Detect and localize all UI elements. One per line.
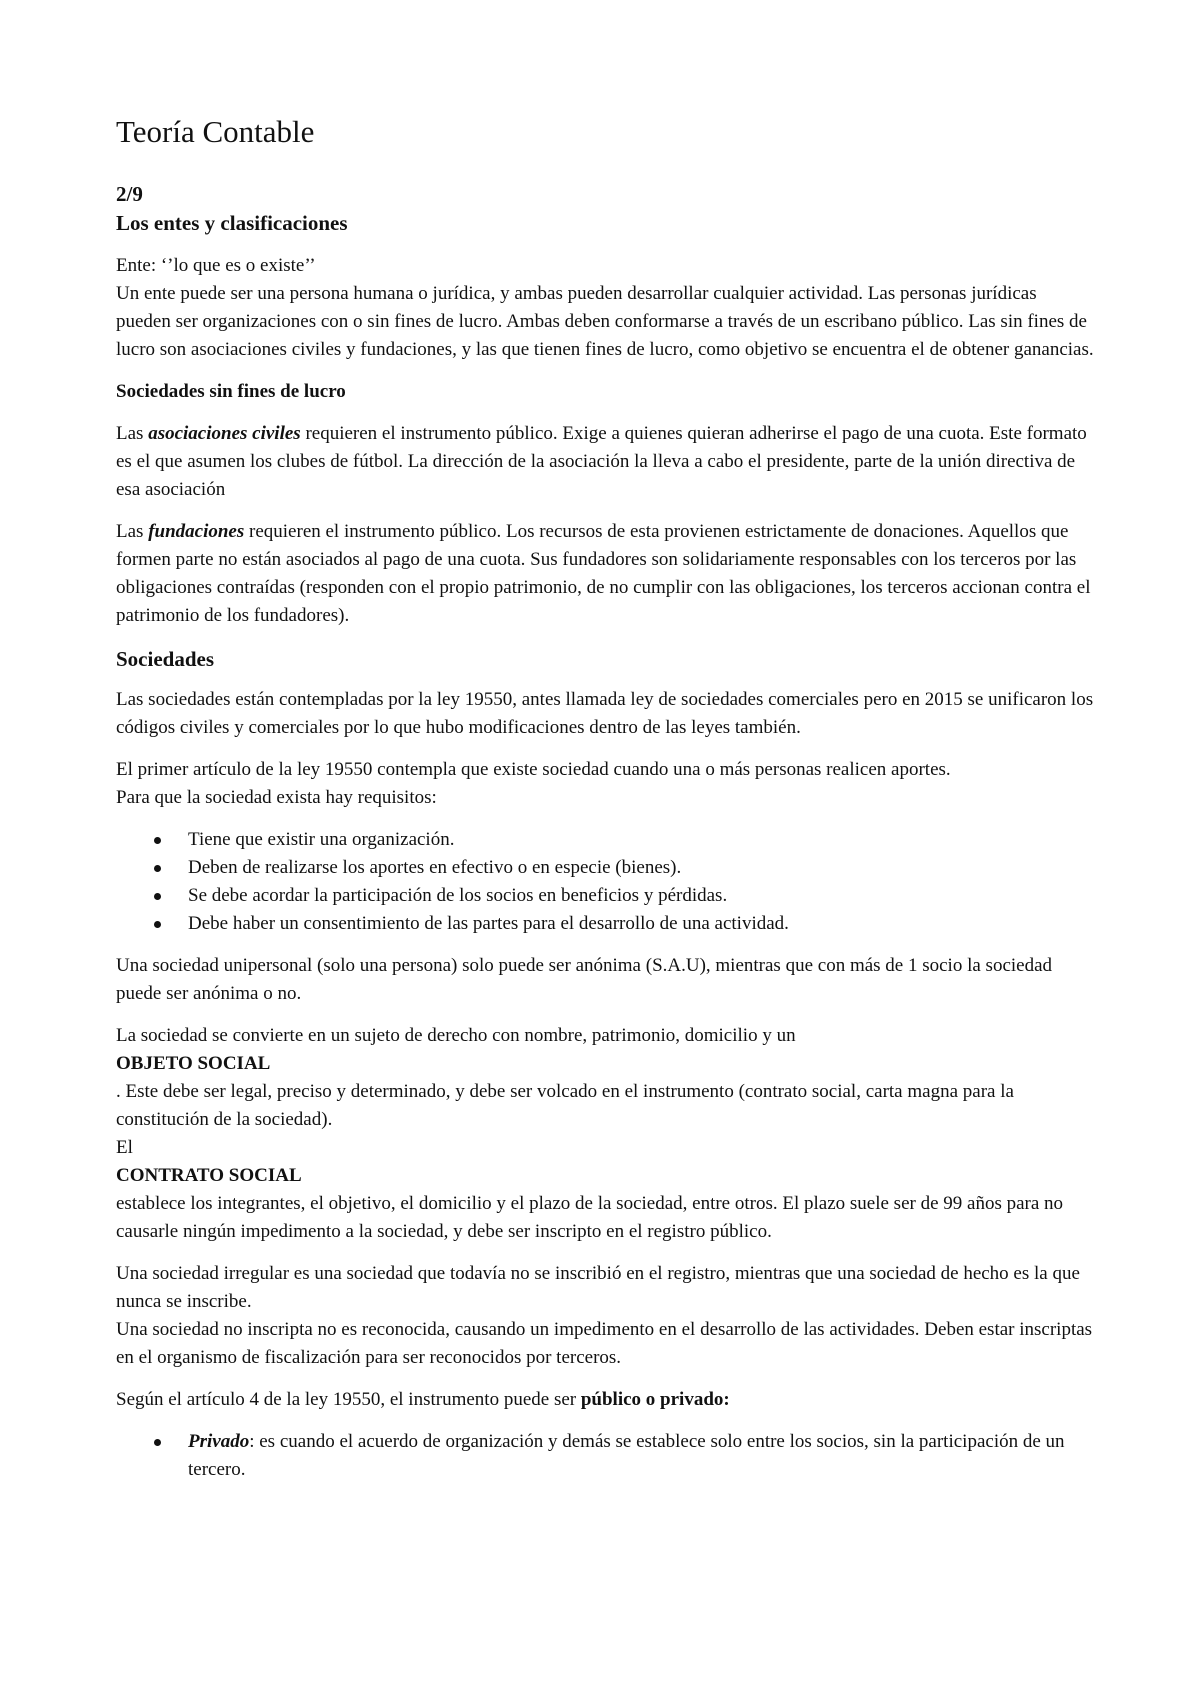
primer-articulo-text: El primer artículo de la ley 19550 contempla que existe sociedad cuando una o más personas realicen aportes. xyxy=(116,759,951,780)
asociaciones-prefix: Las xyxy=(116,423,149,444)
fundaciones-prefix: Las xyxy=(116,521,149,542)
document-title: Teoría Contable xyxy=(116,114,315,149)
articulo-4-paragraph xyxy=(116,1386,1096,1414)
privado-term: Privado xyxy=(188,1431,250,1452)
bullet-icon xyxy=(154,865,161,872)
list-item-text: Debe haber un consentimiento de las partes para el desarrollo de una actividad. xyxy=(188,913,789,934)
contrato-social-term: CONTRATO SOCIAL xyxy=(116,1165,302,1186)
fundaciones-paragraph xyxy=(116,518,1096,630)
fundaciones-term: fundaciones xyxy=(148,521,245,542)
objeto-social-text xyxy=(116,1022,1096,1134)
list-item xyxy=(116,826,1096,854)
bullet-icon xyxy=(154,837,161,844)
contrato-social-text xyxy=(116,1134,1096,1246)
asociaciones-paragraph xyxy=(116,420,1096,504)
irregular-text: Una sociedad irregular es una sociedad que todavía no se inscribió en el registro, mientras que una sociedad de hecho es la que nunca se inscribe. xyxy=(116,1263,1080,1312)
contrato-rest: establece los integrantes, el objetivo, el domicilio y el plazo de la sociedad, entre otros. El plazo suele ser de 99 años para no causarle ningún impedimento a la sociedad, y debe ser inscripto en el registro público. xyxy=(116,1193,1064,1242)
instrumento-list xyxy=(116,1428,1096,1484)
list-item xyxy=(116,1428,1096,1484)
asociaciones-text: requieren el instrumento público. Exige a quienes quieran adherirse el pago de una cuota. Este formato es el que asumen los clubes de fútbol. La dirección de la asociación la lleva a cabo el presidente, parte de la unión directiva de esa asociación xyxy=(116,423,1087,500)
contrato-prefix: El xyxy=(116,1137,133,1158)
privado-text: : es cuando el acuerdo de organización y demás se establece solo entre los socios, sin la participación de un tercero. xyxy=(188,1431,1065,1480)
objeto-prefix: La sociedad se convierte en un sujeto de derecho con nombre, patrimonio, domicilio y un xyxy=(116,1025,796,1046)
fundaciones-text: requieren el instrumento público. Los recursos de esta provienen estrictamente de donaciones. Aquellos que formen parte no están asociados al pago de una cuota. Sus fundadores son solidariamente responsables con los terceros por las obligaciones contraídas (responden con el propio patrimonio, de no cumplir con las obligaciones, los terceros accionan contra el patrimonio de los fundadores). xyxy=(116,521,1091,626)
ente-description: Un ente puede ser una persona humana o jurídica, y ambas pueden desarrollar cualquier actividad. Las personas jurídicas pueden ser organizaciones con o sin fines de lucro. Ambas deben conformarse a través de un escribano público. Las sin fines de lucro son asociaciones civiles y fundaciones, y las que tienen fines de lucro, como objetivo se encuentra el de obtener ganancias. xyxy=(116,283,1094,360)
list-item-text: Se debe acordar la participación de los socios en beneficios y pérdidas. xyxy=(188,885,728,906)
sociedades-heading: Sociedades xyxy=(116,647,215,671)
irregular-paragraph xyxy=(116,1260,1096,1372)
list-item-text: Deben de realizarse los aportes en efectivo o en especie (bienes). xyxy=(188,857,682,878)
unipersonal-paragraph: Una sociedad unipersonal (solo una persona) solo puede ser anónima (S.A.U), mientras que con más de 1 socio la sociedad puede ser anónima o no. xyxy=(116,955,1053,1004)
list-item-text: Tiene que existir una organización. xyxy=(188,829,455,850)
asociaciones-term: asociaciones civiles xyxy=(148,423,301,444)
articulo-4-prefix: Según el artículo 4 de la ley 19550, el instrumento puede ser xyxy=(116,1389,581,1410)
bullet-icon xyxy=(154,921,161,928)
bullet-icon xyxy=(154,893,161,900)
section-date: 2/9 xyxy=(116,182,143,206)
bullet-icon xyxy=(154,1439,161,1446)
sin-fines-heading: Sociedades sin fines de lucro xyxy=(116,381,346,402)
document-page xyxy=(116,112,1096,1498)
list-item xyxy=(116,882,1096,910)
objeto-social-term: OBJETO SOCIAL xyxy=(116,1053,271,1074)
objeto-rest: . Este debe ser legal, preciso y determinado, y debe ser volcado en el instrumento (contrato social, carta magna para la constitución de la sociedad). xyxy=(116,1081,1014,1130)
sociedades-ley-paragraph: Las sociedades están contempladas por la ley 19550, antes llamada ley de sociedades comerciales pero en 2015 se unificaron los códigos civiles y comerciales por lo que hubo modificaciones dentro de las leyes también. xyxy=(116,689,1094,738)
requisitos-intro: Para que la sociedad exista hay requisitos: xyxy=(116,787,437,808)
list-item xyxy=(116,910,1096,938)
requisitos-list xyxy=(116,826,1096,938)
publico-privado-term: público o privado: xyxy=(580,1389,730,1410)
no-inscripta-text: Una sociedad no inscripta no es reconocida, causando un impedimento en el desarrollo de las actividades. Deben estar inscriptas en el organismo de fiscalización para ser reconocidos por terceros. xyxy=(116,1319,1093,1368)
objeto-contrato-paragraph xyxy=(116,1022,1096,1246)
primer-articulo-paragraph xyxy=(116,756,1096,812)
section-subtitle: Los entes y clasificaciones xyxy=(116,211,348,235)
intro-paragraph xyxy=(116,252,1096,364)
list-item xyxy=(116,854,1096,882)
ente-definition: Ente: ‘’lo que es o existe’’ xyxy=(116,255,316,276)
